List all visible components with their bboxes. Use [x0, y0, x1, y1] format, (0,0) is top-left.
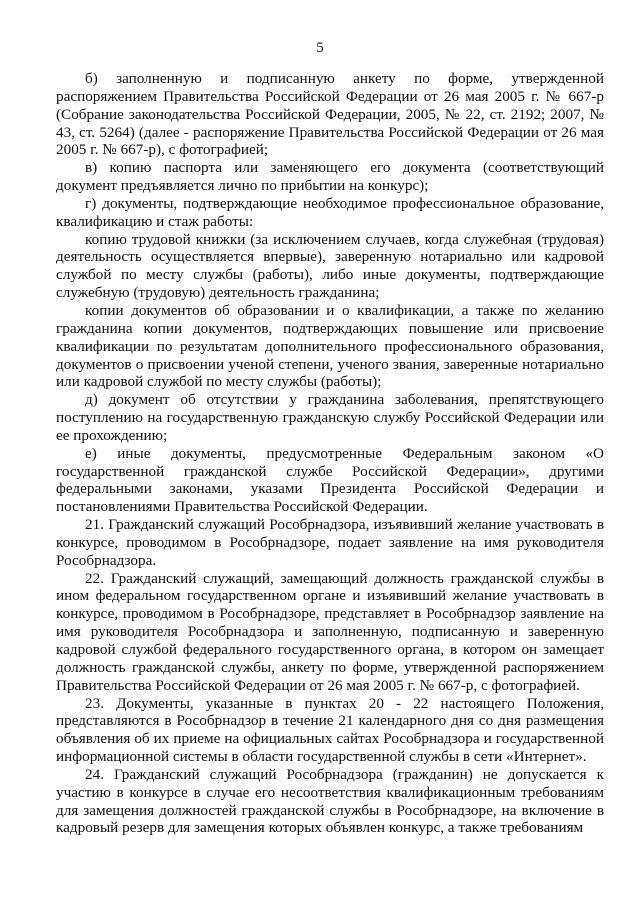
- paragraph-24: 24. Гражданский служащий Рособрнадзора (гражданин) не допускается к участию в конкурсе в случае его несоответствия квалификационным требованиям для замещения должностей гражданской службы в Рособрнадзоре, на включение в кадровый резерв для замещения которых объявлен конкурс, а также требованиям: [56, 765, 604, 837]
- paragraph-23: 23. Документы, указанные в пунктах 20 - 22 настоящего Положения, представляются в Рособрнадзор в течение 21 календарного дня со дня размещения объявления об их приеме на официальных сайтах Рособрнадзора и государственной информационной системы в области государственной службы в сети «Интернет».: [56, 694, 604, 766]
- paragraph-education-documents: копии документов об образовании и о квалификации, а также по желанию гражданина копии документов, подтверждающих повышение или присвоение квалификации по результатам дополнительного профессионального образования, документов о присвоении ученой степени, ученого звания, заверенные нотариально или кадровой службой по месту службы (работы);: [56, 301, 604, 391]
- document-body: [56, 70, 604, 837]
- paragraph-item-v: в) копию паспорта или заменяющего его документа (соответствующий документ предъявляется лично по прибытии на конкурс);: [56, 159, 604, 195]
- paragraph-item-b: б) заполненную и подписанную анкету по форме, утвержденной распоряжением Правительства Российской Федерации от 26 мая 2005 г. № 667-р (Собрание законодательства Российской Федерации, 2005, № 22, ст. 2192; 2007, № 43, ст. 5264) (далее - распоряжение Правительства Российской Федерации от 26 мая 2005 г. № 667-р), с фотографией;: [56, 70, 604, 159]
- paragraph-21: 21. Гражданский служащий Рособрнадзора, изъявивший желание участвовать в конкурсе, проводимом в Рособрнадзоре, подает заявление на имя руководителя Рособрнадзора.: [56, 516, 604, 569]
- paragraph-item-d: д) документ об отсутствии у гражданина заболевания, препятствующего поступлению на государственную гражданскую службу Российской Федерации или ее прохождению;: [56, 391, 604, 444]
- page-number: 5: [316, 40, 324, 56]
- paragraph-22: 22. Гражданский служащий, замещающий должность гражданской службы в ином федеральном государственном органе и изъявивший желание участвовать в конкурсе, проводимом в Рособрнадзоре, представляет в Рособрнадзор заявление на имя руководителя Рособрнадзора и заполненную, подписанную и заверенную кадровой службой федерального государственного органа, в котором он замещает должность гражданской службы, анкету по форме, утвержденной распоряжением Правительства Российской Федерации от 26 мая 2005 г. № 667-р, с фотографией.: [56, 569, 604, 694]
- paragraph-labor-book-copy: копию трудовой книжки (за исключением случаев, когда служебная (трудовая) деятельность осуществляется впервые), заверенную нотариально или кадровой службой по месту службы (работы), либо иные документы, подтверждающие служебную (трудовую) деятельность гражданина;: [56, 230, 604, 302]
- paragraph-item-e: е) иные документы, предусмотренные Федеральным законом «О государственной гражданской службе Российской Федерации», другими федеральными законами, указами Президента Российской Федерации и постановлениями Правительства Российской Федерации.: [56, 444, 604, 516]
- paragraph-item-g: г) документы, подтверждающие необходимое профессиональное образование, квалификацию и стаж работы:: [56, 194, 604, 230]
